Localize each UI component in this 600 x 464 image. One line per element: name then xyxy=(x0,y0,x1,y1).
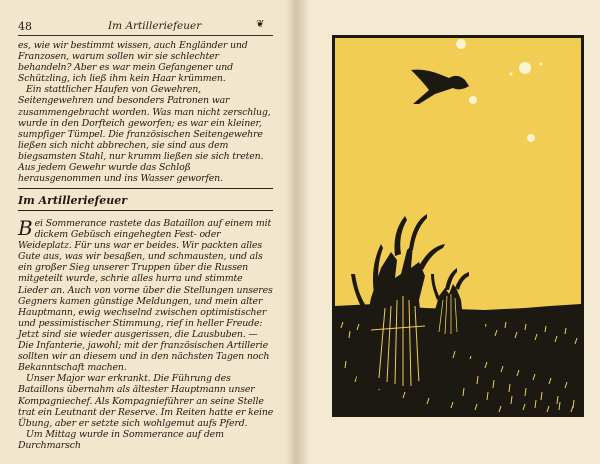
page-number: 48 xyxy=(18,20,32,33)
paragraph: es, wie wir bestimmt wissen, auch Engländer und Franzosen, warum sollen wir sie schlechter behandeln? Aber es war mein Gefangener und Schützling, ich ließ ihm kein Haar krümmen. xyxy=(18,40,248,85)
drop-cap: B xyxy=(18,216,33,240)
battlefield-scene xyxy=(335,38,581,414)
leaf-ornament-icon: ❦ xyxy=(256,19,265,30)
right-page xyxy=(296,0,600,464)
woodcut-illustration xyxy=(332,35,584,417)
section-divider xyxy=(18,188,273,189)
running-head: Im Artilleriefeuer xyxy=(108,20,202,32)
gutter-shadow xyxy=(296,0,310,464)
header-rule xyxy=(18,35,273,36)
paragraph xyxy=(18,218,274,373)
left-page xyxy=(0,0,296,464)
paragraph-text: ei Sommerance rastete das Bataillon auf einem mit dickem Gebüsch eingehegten Fest- oder Weideplatz. Für uns war er beides. Wir packten alles Gute aus, was wir besaßen, und schmausten, und als ein großer Sieg unserer Truppen über die Russen mitgeteilt wurde, schrie alles hurra und stimmte Lieder an. Auch von vorne über die Stellungen unseres Gegners kamen günstige Meldungen, und mein alter Hauptmann, ewig wechselnd zwischen optimistischer und pessimistischer Stimmung, rief in heller Freude: Jetzt sind sie wieder ausgerissen, die Lausbuben. — Die Infanterie, jawohl; mit der französischen Artillerie sollten wir an diesem und in den nächsten Tagen noch Bekanntschaft machen. xyxy=(18,218,273,374)
gutter-shadow xyxy=(286,0,296,464)
paragraph: Ein stattlicher Haufen von Gewehren, Seitengewehren und besonders Patronen war zusammengebracht worden. Was man nicht zerschlug, wurde in den Dorfteich geworfen; es war ein kleiner, sumpfiger Tümpel. Die französischen Seitengewehre ließen sich nicht abbrechen, sie sind aus dem biegsamsten Stahl, nur krumm ließen sie sich treten. Aus jedem Gewehr wurde das Schloß herausgenommen und ins Wasser geworfen. xyxy=(18,84,271,185)
section-title: Im Artilleriefeuer xyxy=(18,194,128,207)
text-block-section xyxy=(18,218,274,451)
text-block-top xyxy=(18,40,274,184)
paragraph: Unser Major war erkrankt. Die Führung des Bataillons übernahm als ältester Hauptmann unser Kompagniechef. Als Kompagnieführer an seine Stelle trat ein Leutnant der Reserve. Im Reiten hatte er keine Übung, aber er setzte sich wohlgemut aufs Pferd. xyxy=(18,373,274,429)
paragraph: Um Mittag wurde in Sommerance auf dem Durchmarsch xyxy=(18,428,224,451)
section-title-rule xyxy=(18,210,273,211)
